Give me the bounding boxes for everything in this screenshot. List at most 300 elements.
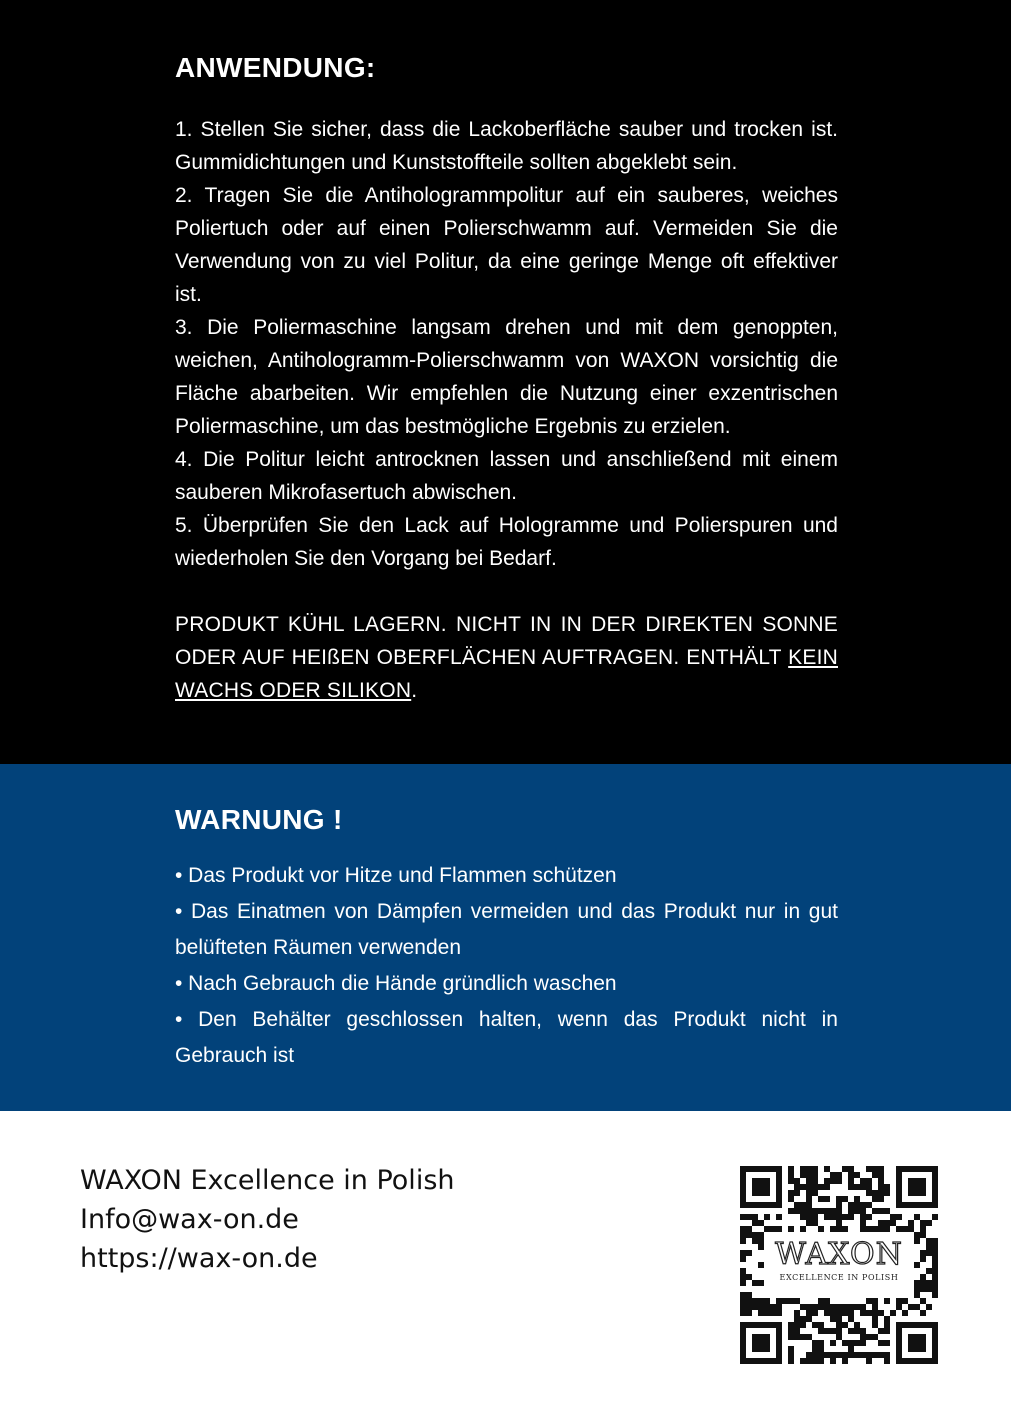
qr-module (830, 1328, 836, 1334)
qr-module (806, 1196, 812, 1202)
qr-module (830, 1214, 836, 1220)
qr-module (740, 1304, 746, 1310)
qr-module (836, 1220, 842, 1226)
qr-module (878, 1226, 884, 1232)
qr-module (932, 1274, 938, 1280)
qr-module (794, 1334, 800, 1340)
company-name: WAXON Excellence in Polish (80, 1165, 455, 1196)
qr-module (770, 1310, 776, 1316)
qr-module (878, 1184, 884, 1190)
caution-underlined-text: KEIN WACHS ODER SILIKON (175, 646, 838, 702)
qr-module (932, 1262, 938, 1268)
qr-module (758, 1232, 764, 1238)
qr-module (830, 1316, 836, 1322)
qr-module (902, 1298, 908, 1304)
qr-module (884, 1184, 890, 1190)
qr-module (878, 1352, 884, 1358)
qr-module (866, 1202, 872, 1208)
qr-module (740, 1250, 746, 1256)
qr-module (908, 1226, 914, 1232)
qr-module (776, 1298, 782, 1304)
qr-module (854, 1184, 860, 1190)
qr-module (824, 1214, 830, 1220)
qr-module (926, 1238, 932, 1244)
qr-module (872, 1196, 878, 1202)
qr-module (842, 1226, 848, 1232)
qr-module (794, 1298, 800, 1304)
qr-module (878, 1310, 884, 1316)
qr-module (836, 1304, 842, 1310)
qr-module (788, 1166, 794, 1172)
qr-module (818, 1322, 824, 1328)
qr-module (866, 1358, 872, 1364)
qr-module (842, 1310, 848, 1316)
qr-module (812, 1178, 818, 1184)
qr-module (860, 1310, 866, 1316)
qr-module (824, 1298, 830, 1304)
qr-module (872, 1190, 878, 1196)
qr-module (812, 1208, 818, 1214)
qr-module (818, 1346, 824, 1352)
qr-module (914, 1304, 920, 1310)
qr-module (860, 1328, 866, 1334)
footer-section (0, 1111, 1011, 1413)
qr-module (854, 1196, 860, 1202)
qr-module (914, 1286, 920, 1292)
qr-module (860, 1304, 866, 1310)
qr-module (836, 1226, 842, 1232)
qr-module (872, 1334, 878, 1340)
qr-module (788, 1334, 794, 1340)
qr-module (746, 1304, 752, 1310)
qr-module (920, 1274, 926, 1280)
qr-module (884, 1316, 890, 1322)
qr-module (926, 1220, 932, 1226)
qr-module (758, 1280, 764, 1286)
qr-module (746, 1214, 752, 1220)
qr-module (932, 1256, 938, 1262)
qr-module (788, 1178, 794, 1184)
warning-heading: WARNUNG ! (175, 804, 343, 835)
qr-module (794, 1316, 800, 1322)
qr-module (776, 1304, 782, 1310)
qr-module (764, 1310, 770, 1316)
qr-module (746, 1250, 752, 1256)
qr-module (872, 1226, 878, 1232)
qr-module (830, 1352, 836, 1358)
qr-module (848, 1202, 854, 1208)
qr-module (914, 1214, 920, 1220)
qr-module (908, 1304, 914, 1310)
qr-module (800, 1322, 806, 1328)
qr-module (740, 1292, 746, 1298)
warning-item: • Nach Gebrauch die Hände gründlich waschen (175, 972, 617, 995)
qr-module (812, 1340, 818, 1346)
usage-content (175, 52, 838, 728)
qr-module (812, 1304, 818, 1310)
qr-module (872, 1352, 878, 1358)
qr-module (764, 1298, 770, 1304)
qr-module (812, 1322, 818, 1328)
qr-module (752, 1232, 758, 1238)
qr-module (800, 1202, 806, 1208)
qr-module (860, 1352, 866, 1358)
qr-module (830, 1304, 836, 1310)
qr-module (872, 1304, 878, 1310)
qr-module (818, 1298, 824, 1304)
qr-module (794, 1322, 800, 1328)
qr-module (740, 1298, 746, 1304)
qr-module (896, 1304, 902, 1310)
qr-module (752, 1214, 758, 1220)
qr-module (800, 1166, 806, 1172)
qr-module (740, 1226, 746, 1232)
qr-module (812, 1190, 818, 1196)
qr-module (872, 1208, 878, 1214)
qr-module (854, 1322, 860, 1328)
qr-module (788, 1196, 794, 1202)
qr-module (896, 1214, 902, 1220)
qr-module (806, 1310, 812, 1316)
qr-module (836, 1214, 842, 1220)
qr-module (746, 1274, 752, 1280)
qr-module (830, 1178, 836, 1184)
qr-module (746, 1292, 752, 1298)
qr-module (788, 1190, 794, 1196)
qr-module (866, 1178, 872, 1184)
qr-module (836, 1316, 842, 1322)
qr-module (902, 1310, 908, 1316)
qr-logo (768, 1238, 910, 1294)
storage-caution (175, 608, 838, 707)
qr-module (878, 1220, 884, 1226)
qr-module (836, 1172, 842, 1178)
qr-module (884, 1298, 890, 1304)
qr-module (818, 1340, 824, 1346)
qr-module (800, 1358, 806, 1364)
qr-module (878, 1172, 884, 1178)
qr-module (866, 1310, 872, 1316)
qr-module (818, 1304, 824, 1310)
qr-module (818, 1358, 824, 1364)
qr-module (752, 1220, 758, 1226)
qr-module (872, 1316, 878, 1322)
qr-module (824, 1166, 830, 1172)
qr-module (758, 1262, 764, 1268)
qr-module (848, 1214, 854, 1220)
qr-module (824, 1196, 830, 1202)
qr-module (848, 1178, 854, 1184)
qr-module (842, 1352, 848, 1358)
qr-module (872, 1166, 878, 1172)
qr-module (836, 1328, 842, 1334)
usage-heading: ANWENDUNG: (175, 52, 376, 83)
qr-module (932, 1268, 938, 1274)
qr-module (842, 1304, 848, 1310)
qr-module (788, 1172, 794, 1178)
qr-module (848, 1340, 854, 1346)
qr-module (812, 1166, 818, 1172)
qr-module (848, 1166, 854, 1172)
qr-module (824, 1184, 830, 1190)
usage-step: 3. Die Poliermaschine langsam drehen und mit dem genoppten, weichen, Antihologramm-Polierschwamm von WAXON vorsichtig die Fläche abarbeiten. Wir empfehlen die Nutzung einer exzentrischen Poliermaschine, um das bestmögliche Ergebnis zu erzielen. (175, 316, 838, 438)
qr-module (830, 1226, 836, 1232)
qr-module (824, 1304, 830, 1310)
qr-module (800, 1226, 806, 1232)
qr-module (758, 1298, 764, 1304)
qr-module (764, 1226, 770, 1232)
qr-module (854, 1208, 860, 1214)
qr-module (746, 1310, 752, 1316)
qr-module (806, 1172, 812, 1178)
qr-code[interactable] (740, 1166, 938, 1364)
qr-module (920, 1232, 926, 1238)
qr-module (854, 1340, 860, 1346)
qr-module (836, 1196, 842, 1202)
usage-step: 4. Die Politur leicht antrocknen lassen und anschließend mit einem sauberen Mikrofasertuch abwischen. (175, 448, 838, 504)
qr-module (902, 1226, 908, 1232)
qr-module (836, 1322, 842, 1328)
qr-module (914, 1238, 920, 1244)
qr-module (794, 1184, 800, 1190)
qr-module (914, 1232, 920, 1238)
qr-logo-brand: WAXON (775, 1237, 903, 1272)
qr-module (854, 1304, 860, 1310)
qr-module (932, 1214, 938, 1220)
qr-module (806, 1316, 812, 1322)
qr-module (758, 1310, 764, 1316)
qr-module (884, 1208, 890, 1214)
qr-module (788, 1208, 794, 1214)
qr-module (812, 1220, 818, 1226)
qr-module (824, 1178, 830, 1184)
qr-module (920, 1298, 926, 1304)
qr-module (842, 1340, 848, 1346)
qr-module (740, 1256, 746, 1262)
qr-module (920, 1286, 926, 1292)
usage-step: 5. Überprüfen Sie den Lack auf Hologramme und Polierspuren und wiederholen Sie den Vorgang bei Bedarf. (175, 514, 838, 570)
qr-module (914, 1292, 920, 1298)
qr-module (818, 1328, 824, 1334)
qr-module (932, 1280, 938, 1286)
qr-module (896, 1226, 902, 1232)
qr-module (776, 1226, 782, 1232)
qr-module (746, 1232, 752, 1238)
qr-module (878, 1178, 884, 1184)
qr-module (812, 1352, 818, 1358)
qr-module (926, 1244, 932, 1250)
qr-module (794, 1190, 800, 1196)
qr-module (812, 1346, 818, 1352)
qr-module (806, 1202, 812, 1208)
usage-steps-list (175, 113, 838, 575)
qr-module (866, 1166, 872, 1172)
qr-module (806, 1352, 812, 1358)
qr-module (890, 1220, 896, 1226)
caution-end: . (411, 679, 418, 702)
qr-module (740, 1232, 746, 1238)
qr-module (926, 1250, 932, 1256)
qr-module (806, 1334, 812, 1340)
warning-section (0, 764, 1011, 1111)
warning-item: • Den Behälter geschlossen halten, wenn das Produkt nicht in Gebrauch ist (175, 1008, 838, 1067)
qr-module (800, 1172, 806, 1178)
qr-module (746, 1226, 752, 1232)
qr-module (806, 1190, 812, 1196)
qr-module (878, 1328, 884, 1334)
usage-step: 1. Stellen Sie sicher, dass die Lackoberfläche sauber und trocken ist. Gummidichtungen und Kunststoffteile sollten abgeklebt sein. (175, 118, 838, 174)
qr-module (788, 1322, 794, 1328)
warning-item: • Das Produkt vor Hitze und Flammen schützen (175, 864, 617, 887)
qr-module (890, 1214, 896, 1220)
qr-module (884, 1340, 890, 1346)
qr-module (836, 1178, 842, 1184)
qr-module (812, 1172, 818, 1178)
qr-module (872, 1310, 878, 1316)
qr-module (794, 1310, 800, 1316)
qr-module (806, 1358, 812, 1364)
qr-module (758, 1244, 764, 1250)
qr-module (854, 1328, 860, 1334)
qr-module (860, 1202, 866, 1208)
qr-module (836, 1310, 842, 1316)
qr-module (848, 1304, 854, 1310)
qr-module (860, 1334, 866, 1340)
qr-module (740, 1310, 746, 1316)
qr-module (884, 1220, 890, 1226)
warning-list (175, 858, 838, 1074)
qr-module (896, 1298, 902, 1304)
qr-logo-tagline: EXCELLENCE IN POLISH (779, 1273, 899, 1282)
qr-module (848, 1208, 854, 1214)
qr-module (932, 1292, 938, 1298)
contact-block (80, 1161, 455, 1278)
qr-module (752, 1280, 758, 1286)
qr-module (818, 1352, 824, 1358)
qr-module (926, 1280, 932, 1286)
qr-module (848, 1346, 854, 1352)
qr-module (914, 1280, 920, 1286)
qr-module (884, 1352, 890, 1358)
website-link[interactable]: https://wax-on.de (80, 1243, 318, 1274)
email-link[interactable]: Info@wax-on.de (80, 1204, 299, 1235)
qr-module (848, 1352, 854, 1358)
qr-module (860, 1340, 866, 1346)
qr-module (740, 1280, 746, 1286)
qr-module (866, 1334, 872, 1340)
usage-step: 2. Tragen Sie die Antihologrammpolitur auf ein sauberes, weiches Poliertuch oder auf einen Polierschwamm auf. Vermeiden Sie die Verwendung von zu viel Politur, da eine geringe Menge oft effektiver ist. (175, 184, 838, 306)
qr-module (878, 1190, 884, 1196)
qr-module (860, 1184, 866, 1190)
qr-module (740, 1268, 746, 1274)
qr-module (836, 1334, 842, 1340)
qr-module (806, 1178, 812, 1184)
qr-module (842, 1322, 848, 1328)
qr-module (818, 1196, 824, 1202)
caution-text: PRODUKT KÜHL LAGERN. NICHT IN IN DER DIREKTEN SONNE ODER AUF HEIßEN OBERFLÄCHEN AUFTRAGEN. ENTHÄLT (175, 613, 838, 669)
qr-module (860, 1220, 866, 1226)
warning-item: • Das Einatmen von Dämpfen vermeiden und das Produkt nur in gut belüfteten Räumen verwenden (175, 900, 838, 959)
qr-module (770, 1304, 776, 1310)
qr-module (824, 1208, 830, 1214)
qr-module (866, 1190, 872, 1196)
qr-module (800, 1304, 806, 1310)
qr-module (914, 1262, 920, 1268)
qr-module (788, 1226, 794, 1232)
qr-module (872, 1298, 878, 1304)
qr-module (818, 1226, 824, 1232)
qr-module (806, 1214, 812, 1220)
qr-module (758, 1304, 764, 1310)
qr-module (932, 1250, 938, 1256)
qr-module (866, 1226, 872, 1232)
qr-module (884, 1358, 890, 1364)
qr-module (890, 1310, 896, 1316)
qr-module (788, 1328, 794, 1334)
qr-module (740, 1274, 746, 1280)
qr-module (920, 1280, 926, 1286)
qr-module (806, 1166, 812, 1172)
qr-module (842, 1166, 848, 1172)
qr-module (752, 1304, 758, 1310)
qr-module (824, 1310, 830, 1316)
qr-module (806, 1208, 812, 1214)
qr-module (848, 1310, 854, 1316)
qr-module (830, 1172, 836, 1178)
qr-module (908, 1220, 914, 1226)
qr-module (824, 1328, 830, 1334)
qr-module (854, 1352, 860, 1358)
qr-module (920, 1250, 926, 1256)
qr-module (878, 1196, 884, 1202)
qr-module (794, 1202, 800, 1208)
qr-module (806, 1220, 812, 1226)
qr-module (884, 1190, 890, 1196)
qr-module (830, 1340, 836, 1346)
qr-module (932, 1286, 938, 1292)
qr-module (920, 1310, 926, 1316)
qr-module (794, 1328, 800, 1334)
qr-module (740, 1238, 746, 1244)
qr-module (866, 1214, 872, 1220)
qr-module (806, 1184, 812, 1190)
qr-module (800, 1184, 806, 1190)
qr-module (848, 1172, 854, 1178)
qr-module (860, 1208, 866, 1214)
qr-module (878, 1208, 884, 1214)
qr-module (812, 1214, 818, 1220)
qr-module (842, 1358, 848, 1364)
qr-module (782, 1298, 788, 1304)
qr-module (770, 1226, 776, 1232)
qr-module (806, 1304, 812, 1310)
qr-module (836, 1202, 842, 1208)
qr-module (926, 1304, 932, 1310)
qr-module (812, 1184, 818, 1190)
qr-module (872, 1172, 878, 1178)
qr-module (878, 1340, 884, 1346)
qr-module (842, 1214, 848, 1220)
qr-module (800, 1334, 806, 1340)
qr-module (776, 1310, 782, 1316)
qr-module (878, 1166, 884, 1172)
qr-module (860, 1178, 866, 1184)
qr-module (800, 1316, 806, 1322)
qr-module (800, 1208, 806, 1214)
qr-module (932, 1244, 938, 1250)
qr-module (752, 1298, 758, 1304)
qr-module (752, 1238, 758, 1244)
